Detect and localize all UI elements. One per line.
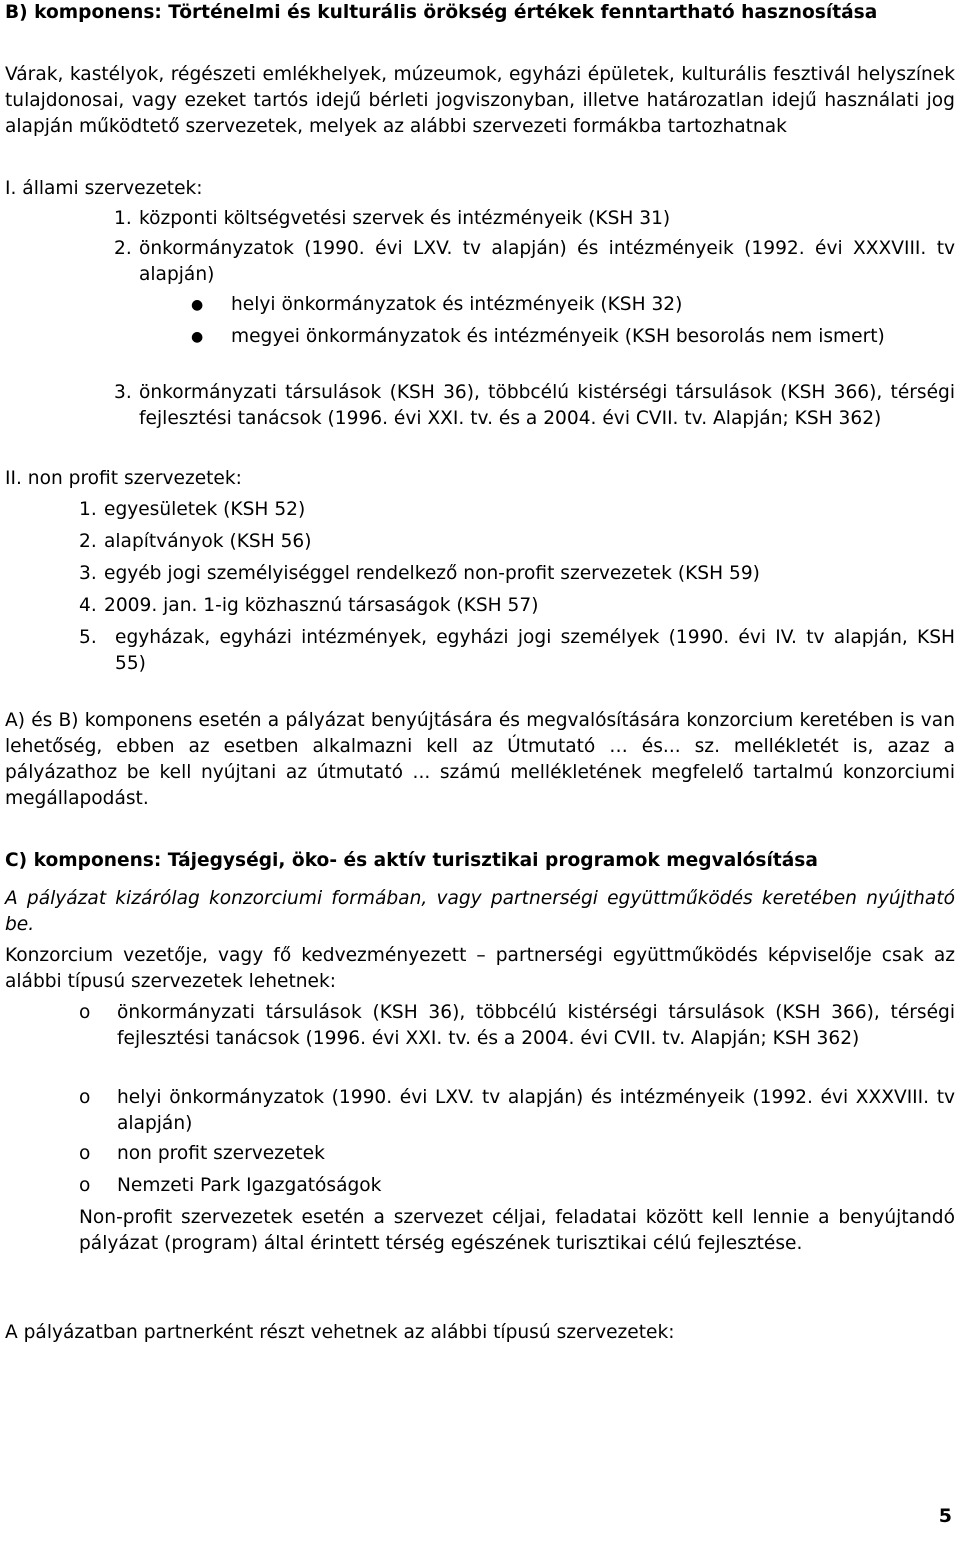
leader-item-4 bbox=[5, 1173, 955, 1199]
section-b-heading: B) komponens: Történelmi és kulturális örökség értékek fenntartható hasznosítása bbox=[5, 2, 878, 23]
leader-item-3-text: non profit szervezetek bbox=[117, 1143, 325, 1164]
bullet-item-2-text: megyei önkormányzatok és intézményeik (KSH besorolás nem ismert) bbox=[231, 326, 885, 347]
nonprofit-note: Non-profit szervezetek esetén a szervezet céljai, feladatai között kell lennie a benyújtandó pályázat (program) által érintett térség egészének turisztikai célú fejlesztése. bbox=[79, 1207, 955, 1254]
leader-item-1 bbox=[5, 1000, 955, 1052]
nonprofit-item-3-text: egyéb jogi személyiséggel rendelkező non-profit szervezetek (KSH 59) bbox=[104, 563, 760, 584]
nonprofit-item-2-text: alapítványok (KSH 56) bbox=[104, 531, 312, 552]
nonprofit-item-2 bbox=[79, 529, 955, 555]
bullet-item-1 bbox=[5, 292, 955, 318]
consortium-note: A) és B) komponens esetén a pályázat benyújtására és megvalósítására konzorcium keretében is van lehetőség, ebben az esetben alkalmazni kell az Útmutató … és... sz. mellékletét is, azaz a pályázathoz be kell nyújtani az útmutató ... számú mellékletének megfelelő tartalmú konzorciumi megállapodást. bbox=[5, 710, 955, 809]
nonprofit-item-1-text: egyesületek (KSH 52) bbox=[104, 499, 306, 520]
nonprofit-item-5-num: 5. bbox=[79, 627, 97, 648]
nonprofit-item-3 bbox=[79, 561, 955, 587]
leader-item-4-text: Nemzeti Park Igazgatóságok bbox=[117, 1175, 382, 1196]
circle-bullet-icon: o bbox=[79, 1143, 91, 1164]
nonprofit-item-5-text: egyházak, egyházi intézmények, egyházi jogi személyek (1990. évi IV. tv alapján, KSH 55) bbox=[115, 627, 955, 674]
state-item-1 bbox=[114, 206, 955, 232]
state-org-label: I. állami szervezetek: bbox=[5, 178, 203, 199]
consortium-leader-intro: Konzorcium vezetője, vagy fő kedvezményezett – partnerségi együttműködés képviselője csak az alábbi típusú szervezetek lehetnek: bbox=[5, 945, 955, 992]
state-item-3-text: önkormányzati társulások (KSH 36), többcélú kistérségi társulások (KSH 366), térségi fejlesztési tanácsok (1996. évi XXI. tv. és a 2004. évi CVII. tv. Alapján; KSH 362) bbox=[139, 382, 955, 429]
state-item-3-num: 3. bbox=[114, 382, 132, 403]
nonprofit-item-4 bbox=[79, 593, 955, 619]
bullet-dot-icon: ● bbox=[191, 329, 204, 345]
nonprofit-item-1 bbox=[79, 497, 955, 523]
nonprofit-item-5 bbox=[79, 625, 955, 677]
bullet-dot-icon: ● bbox=[191, 297, 204, 313]
section-c-italic-note: A pályázat kizárólag konzorciumi formában, vagy partnerségi együttműködés keretében nyújtható be. bbox=[5, 888, 955, 935]
partner-intro: A pályázatban partnerként részt vehetnek az alábbi típusú szervezetek: bbox=[5, 1322, 675, 1343]
circle-bullet-icon: o bbox=[79, 1002, 91, 1023]
bullet-item-1-text: helyi önkormányzatok és intézményeik (KSH 32) bbox=[231, 294, 683, 315]
state-item-2 bbox=[114, 236, 955, 288]
state-item-1-num: 1. bbox=[114, 208, 132, 229]
leader-item-2 bbox=[5, 1085, 955, 1137]
nonprofit-item-3-num: 3. bbox=[79, 563, 97, 584]
circle-bullet-icon: o bbox=[79, 1175, 91, 1196]
nonprofit-item-2-num: 2. bbox=[79, 531, 97, 552]
leader-item-3 bbox=[5, 1141, 955, 1167]
nonprofit-item-1-num: 1. bbox=[79, 499, 97, 520]
section-b-intro: Várak, kastélyok, régészeti emlékhelyek, múzeumok, egyházi épületek, kulturális fesztivál helyszínek tulajdonosai, vagy ezeket tartós idejű bérleti jogviszonyban, illetve határozatlan idejű használati jog alapján működtető szervezetek, melyek az alábbi szervezeti formákba tartozhatnak bbox=[5, 64, 955, 137]
leader-item-2-text: helyi önkormányzatok (1990. évi LXV. tv alapján) és intézményeik (1992. évi XXXVIII. tv alapján) bbox=[117, 1087, 955, 1134]
circle-bullet-icon: o bbox=[79, 1087, 91, 1108]
state-item-2-text: önkormányzatok (1990. évi LXV. tv alapján) és intézményeik (1992. évi XXXVIII. tv alapján) bbox=[139, 238, 955, 285]
page-number: 5 bbox=[938, 1505, 952, 1527]
leader-item-1-text: önkormányzati társulások (KSH 36), többcélú kistérségi társulások (KSH 366), térségi fejlesztési tanácsok (1996. évi XXI. tv. és a 2004. évi CVII. tv. Alapján; KSH 362) bbox=[117, 1002, 955, 1049]
nonprofit-org-label: II. non profit szervezetek: bbox=[5, 468, 242, 489]
nonprofit-item-4-num: 4. bbox=[79, 595, 97, 616]
nonprofit-item-4-text: 2009. jan. 1-ig közhasznú társaságok (KSH 57) bbox=[104, 595, 539, 616]
state-item-2-num: 2. bbox=[114, 238, 132, 259]
state-item-1-text: központi költségvetési szervek és intézményeik (KSH 31) bbox=[139, 208, 671, 229]
state-item-3 bbox=[114, 380, 955, 432]
bullet-item-2 bbox=[5, 324, 955, 350]
section-c-heading: C) komponens: Tájegységi, öko- és aktív turisztikai programok megvalósítása bbox=[5, 850, 818, 871]
